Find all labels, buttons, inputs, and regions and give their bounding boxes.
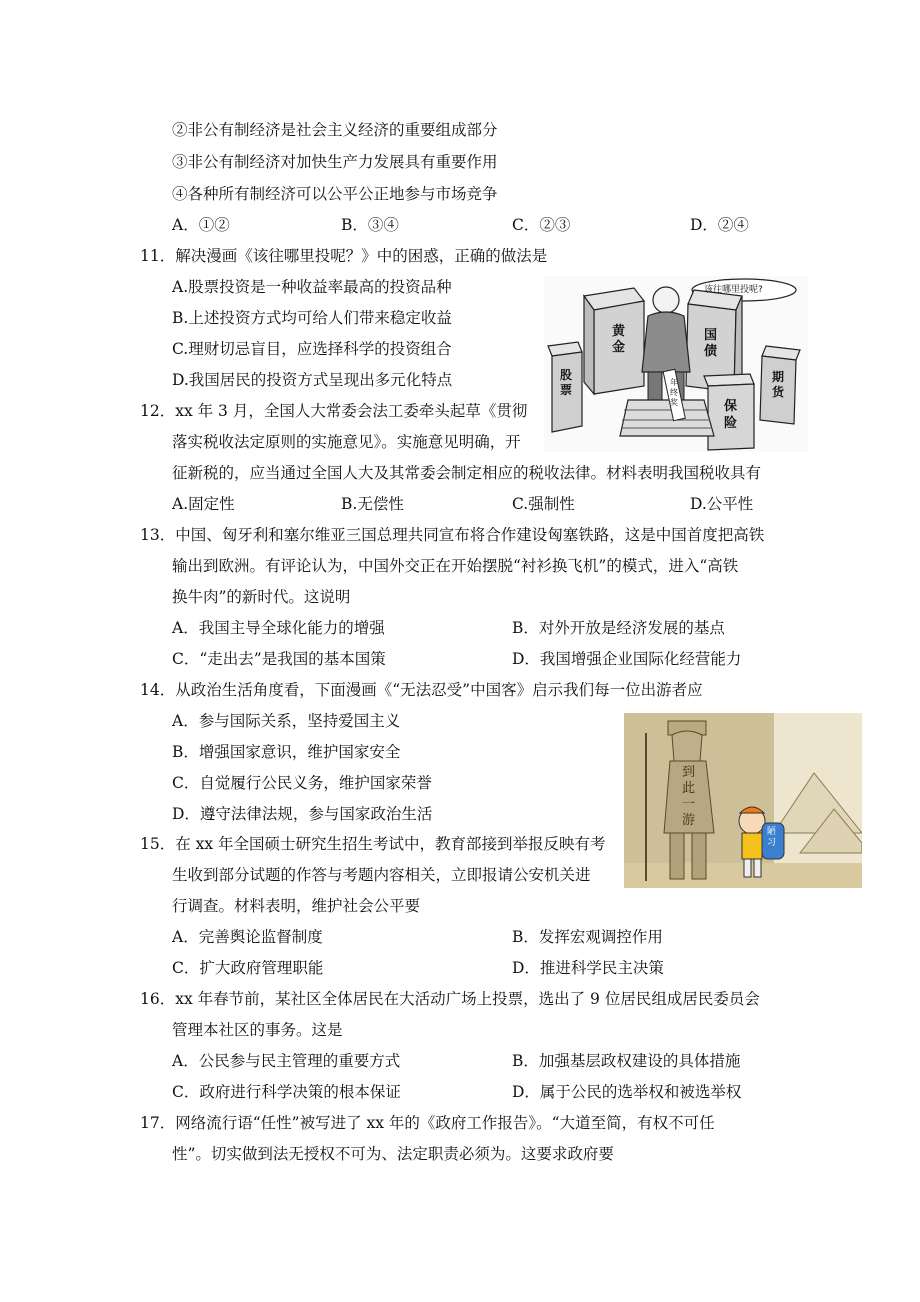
q15-line-2: 生收到部分试题的作答与考题内容相关，立即报请公安机关进 [172,866,591,884]
q13-option-b: B．对外开放是经济发展的基点 [512,619,725,637]
q10-item-2: ②非公有制经济是社会主义经济的重要组成部分 [172,121,498,139]
q16-option-d: D．属于公民的选举权和被选举权 [512,1083,742,1101]
q15-option-b: B．发挥宏观调控作用 [512,928,663,946]
q13-line-2: 输出到欧洲。有评论认为，中国外交正在开始摆脱“衬衫换飞机”的模式，进入“高铁 [172,557,739,575]
cartoon-bubble-text: 该往哪里投呢? [704,285,763,295]
q11-option-b: B.上述投资方式均可给人们带来稳定收益 [172,309,452,327]
q12-option-a: A.固定性 [172,495,235,513]
investment-cartoon [544,276,808,452]
q10-option-a: A．①② [172,216,230,234]
backpack-text: 陋习 [767,827,777,848]
q14-option-a: A．参与国际关系，坚持爱国主义 [172,712,401,730]
q16-option-a: A．公民参与民主管理的重要方式 [172,1052,401,1070]
q14-stem: 14．从政治生活角度看，下面漫画《“无法忍受”中国客》启示我们每一位出游者应 [140,681,703,699]
q16-option-c: C．政府进行科学决策的根本保证 [172,1083,401,1101]
box-label-bonds: 国债 [704,328,718,359]
q12-line-1: 12．xx 年 3 月，全国人大常委会法工委牵头起草《贯彻 [140,402,528,420]
box-label-gold: 黄金 [612,324,626,355]
q10-item-4: ④各种所有制经济可以公平公正地参与市场竞争 [172,185,498,203]
paper-label-bonus: 年终奖 [670,378,678,407]
q11-option-c: C.理财切忌盲目，应选择科学的投资组合 [172,340,452,358]
q12-option-b: B.无偿性 [341,495,404,513]
q13-option-a: A．我国主导全球化能力的增强 [172,619,385,637]
q16-line-1: 16．xx 年春节前，某社区全体居民在大活动广场上投票，选出了 9 位居民组成居民委员会 [140,990,760,1008]
q11-option-a: A.股票投资是一种收益率最高的投资品种 [172,278,452,296]
q13-option-d: D．我国增强企业国际化经营能力 [512,650,742,668]
box-label-futures: 期货 [772,370,785,399]
q10-item-3: ③非公有制经济对加快生产力发展具有重要作用 [172,153,498,171]
q15-line-3: 行调查。材料表明，维护社会公平要 [172,897,421,915]
q10-option-d: D．②④ [690,216,749,234]
q17-line-2: 性”。切实做到法无授权不可为、法定职责必须为。这要求政府要 [172,1145,614,1163]
q14-option-c: C．自觉履行公民义务，维护国家荣誉 [172,774,432,792]
q16-option-b: B．加强基层政权建设的具体措施 [512,1052,741,1070]
q14-option-d: D．遵守法律法规，参与国家政治生活 [172,805,433,823]
q13-option-c: C．“走出去”是我国的基本国策 [172,650,386,668]
q14-option-b: B．增强国家意识，维护国家安全 [172,743,401,761]
q12-line-2: 落实税收法定原则的实施意见》。实施意见明确，开 [172,433,521,451]
q15-option-d: D．推进科学民主决策 [512,959,664,977]
box-label-insurance: 保险 [724,399,738,431]
q13-line-3: 换牛肉”的新时代。这说明 [172,588,351,606]
tourist-cartoon [624,713,862,888]
q17-line-1: 17．网络流行语“任性”被写进了 xx 年的《政府工作报告》。“大道至简，有权不可任 [140,1114,715,1132]
q10-option-b: B．③④ [341,216,399,234]
wall-graffiti-text: 到此一游 [682,765,696,828]
q11-option-d: D.我国居民的投资方式呈现出多元化特点 [172,371,453,389]
q15-option-c: C．扩大政府管理职能 [172,959,324,977]
q13-line-1: 13．中国、匈牙利和塞尔维亚三国总理共同宣布将合作建设匈塞铁路，这是中国首度把高铁 [140,526,765,544]
box-label-stocks: 股票 [560,368,573,397]
q12-option-c: C.强制性 [512,495,575,513]
q15-line-1: 15．在 xx 年全国硕士研究生招生考试中，教育部接到举报反映有考 [140,835,606,853]
q15-option-a: A．完善舆论监督制度 [172,928,323,946]
q16-line-2: 管理本社区的事务。这是 [172,1021,343,1039]
q12-option-d: D.公平性 [690,495,754,513]
q10-option-c: C．②③ [512,216,571,234]
q11-stem: 11．解决漫画《该往哪里投呢？》中的困惑，正确的做法是 [140,247,548,265]
q12-line-3: 征新税的，应当通过全国人大及其常委会制定相应的税收法律。材料表明我国税收具有 [172,464,762,482]
